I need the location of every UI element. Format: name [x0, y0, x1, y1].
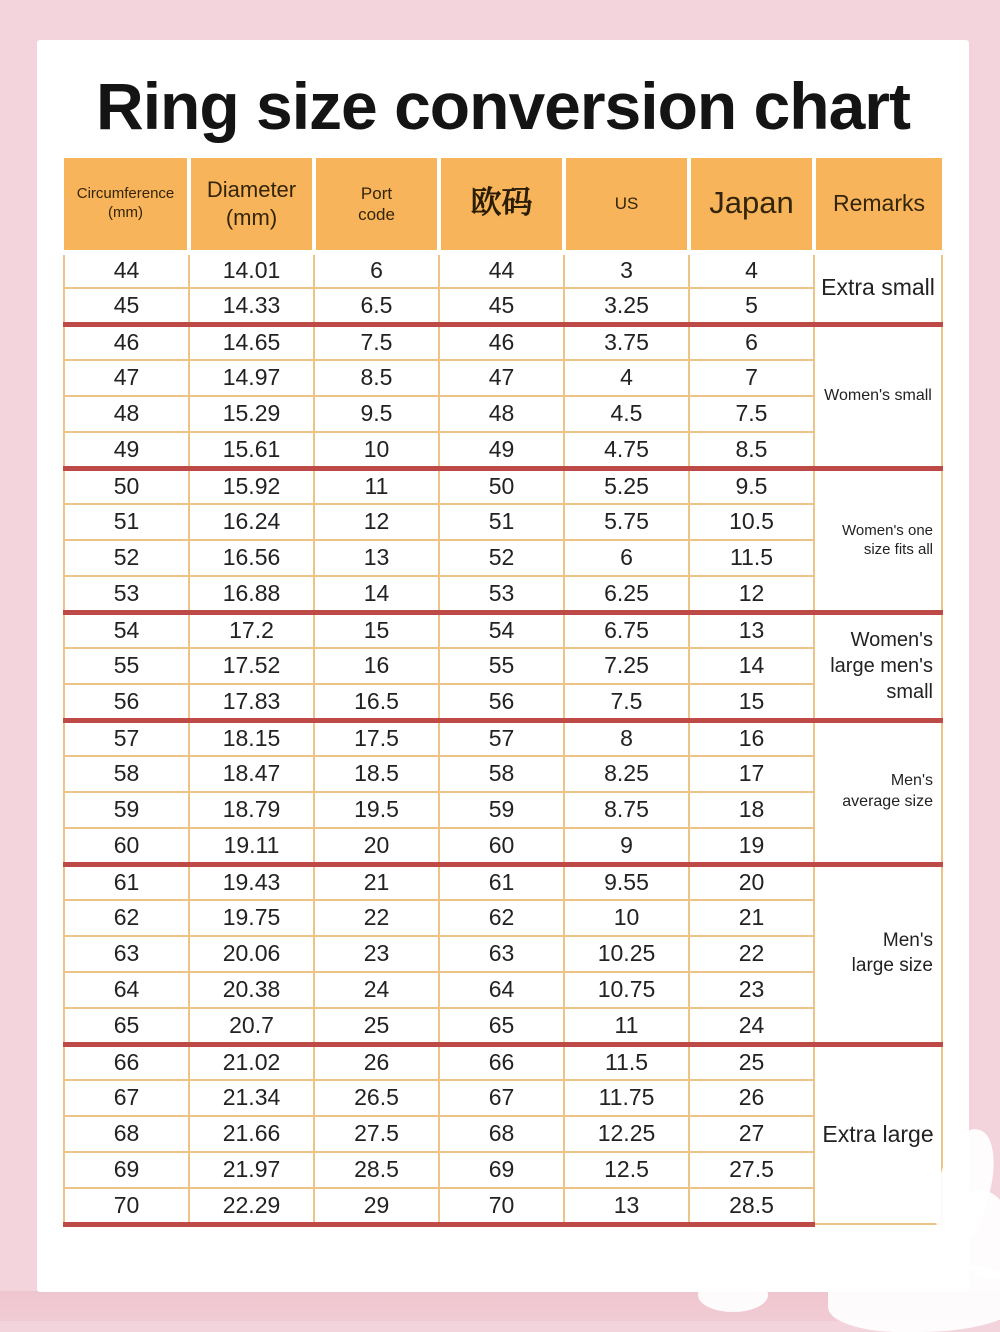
eu-size-cell: 66 [439, 1044, 564, 1080]
decoration-cloud-icon [828, 1262, 1000, 1332]
circumference-cell: 46 [64, 324, 189, 360]
japan-size-cell: 25 [689, 1044, 814, 1080]
japan-size-cell: 5 [689, 288, 814, 324]
us-size-cell: 8 [564, 720, 689, 756]
diameter-cell: 21.02 [189, 1044, 314, 1080]
us-size-cell: 10 [564, 900, 689, 936]
column-header-remarks: Remarks [814, 158, 942, 252]
table-row [64, 1116, 942, 1152]
port-code-cell: 19.5 [314, 792, 439, 828]
us-size-cell: 6 [564, 540, 689, 576]
circumference-cell: 48 [64, 396, 189, 432]
us-size-cell: 7.5 [564, 684, 689, 720]
eu-size-cell: 57 [439, 720, 564, 756]
diameter-cell: 20.7 [189, 1008, 314, 1044]
eu-size-cell: 64 [439, 972, 564, 1008]
diameter-cell: 14.97 [189, 360, 314, 396]
diameter-cell: 17.83 [189, 684, 314, 720]
diameter-cell: 16.88 [189, 576, 314, 612]
circumference-cell: 68 [64, 1116, 189, 1152]
port-code-cell: 16 [314, 648, 439, 684]
us-size-cell: 12.5 [564, 1152, 689, 1188]
diameter-cell: 20.38 [189, 972, 314, 1008]
circumference-cell: 50 [64, 468, 189, 504]
table-row [64, 900, 942, 936]
japan-size-cell: 24 [689, 1008, 814, 1044]
diameter-cell: 17.2 [189, 612, 314, 648]
column-header-circumference: Circumference (mm) [64, 158, 189, 252]
diameter-cell: 15.92 [189, 468, 314, 504]
circumference-cell: 58 [64, 756, 189, 792]
eu-size-cell: 56 [439, 684, 564, 720]
diameter-cell: 16.56 [189, 540, 314, 576]
diameter-cell: 15.29 [189, 396, 314, 432]
remark-cell: Extra small [814, 252, 942, 324]
us-size-cell: 9 [564, 828, 689, 864]
table-body [64, 252, 942, 1224]
port-code-cell: 14 [314, 576, 439, 612]
japan-size-cell: 26 [689, 1080, 814, 1116]
table-row [64, 936, 942, 972]
japan-size-cell: 12 [689, 576, 814, 612]
japan-size-cell: 14 [689, 648, 814, 684]
us-size-cell: 12.25 [564, 1116, 689, 1152]
port-code-cell: 22 [314, 900, 439, 936]
table-row [64, 1008, 942, 1044]
us-size-cell: 8.25 [564, 756, 689, 792]
port-code-cell: 10 [314, 432, 439, 468]
port-code-cell: 16.5 [314, 684, 439, 720]
header-row [64, 158, 942, 252]
port-code-cell: 25 [314, 1008, 439, 1044]
decoration-cloud-icon [698, 1278, 768, 1312]
circumference-cell: 52 [64, 540, 189, 576]
port-code-cell: 6.5 [314, 288, 439, 324]
table-row [64, 828, 942, 864]
japan-size-cell: 7 [689, 360, 814, 396]
circumference-cell: 51 [64, 504, 189, 540]
us-size-cell: 6.25 [564, 576, 689, 612]
table-row [64, 324, 942, 360]
circumference-cell: 69 [64, 1152, 189, 1188]
us-size-cell: 4 [564, 360, 689, 396]
circumference-cell: 62 [64, 900, 189, 936]
port-code-cell: 23 [314, 936, 439, 972]
eu-size-cell: 44 [439, 252, 564, 288]
circumference-cell: 60 [64, 828, 189, 864]
table-row [64, 468, 942, 504]
us-size-cell: 3.25 [564, 288, 689, 324]
table-row [64, 972, 942, 1008]
japan-size-cell: 21 [689, 900, 814, 936]
circumference-cell: 66 [64, 1044, 189, 1080]
table-row [64, 648, 942, 684]
circumference-cell: 61 [64, 864, 189, 900]
column-header-japan: Japan [689, 158, 814, 252]
table-header [64, 158, 942, 252]
eu-size-cell: 68 [439, 1116, 564, 1152]
diameter-cell: 18.15 [189, 720, 314, 756]
table-row [64, 1152, 942, 1188]
port-code-cell: 13 [314, 540, 439, 576]
japan-size-cell: 28.5 [689, 1188, 814, 1224]
eu-size-cell: 53 [439, 576, 564, 612]
us-size-cell: 4.75 [564, 432, 689, 468]
remark-cell: Extra large [814, 1044, 942, 1224]
japan-size-cell: 22 [689, 936, 814, 972]
japan-size-cell: 15 [689, 684, 814, 720]
remark-cell: Women's one size fits all [814, 468, 942, 612]
table-row [64, 1080, 942, 1116]
eu-size-cell: 52 [439, 540, 564, 576]
japan-size-cell: 23 [689, 972, 814, 1008]
table-row [64, 396, 942, 432]
diameter-cell: 19.75 [189, 900, 314, 936]
remark-cell: Women's large men's small [814, 612, 942, 720]
us-size-cell: 6.75 [564, 612, 689, 648]
port-code-cell: 7.5 [314, 324, 439, 360]
us-size-cell: 3 [564, 252, 689, 288]
eu-size-cell: 70 [439, 1188, 564, 1224]
diameter-cell: 17.52 [189, 648, 314, 684]
diameter-cell: 19.11 [189, 828, 314, 864]
diameter-cell: 20.06 [189, 936, 314, 972]
japan-size-cell: 18 [689, 792, 814, 828]
us-size-cell: 13 [564, 1188, 689, 1224]
circumference-cell: 57 [64, 720, 189, 756]
port-code-cell: 27.5 [314, 1116, 439, 1152]
eu-size-cell: 63 [439, 936, 564, 972]
us-size-cell: 10.75 [564, 972, 689, 1008]
us-size-cell: 8.75 [564, 792, 689, 828]
japan-size-cell: 17 [689, 756, 814, 792]
japan-size-cell: 11.5 [689, 540, 814, 576]
us-size-cell: 11.5 [564, 1044, 689, 1080]
diameter-cell: 19.43 [189, 864, 314, 900]
port-code-cell: 24 [314, 972, 439, 1008]
diameter-cell: 21.66 [189, 1116, 314, 1152]
circumference-cell: 53 [64, 576, 189, 612]
eu-size-cell: 54 [439, 612, 564, 648]
column-header-port-code: Port code [314, 158, 439, 252]
port-code-cell: 6 [314, 252, 439, 288]
japan-size-cell: 20 [689, 864, 814, 900]
port-code-cell: 20 [314, 828, 439, 864]
us-size-cell: 9.55 [564, 864, 689, 900]
diameter-cell: 16.24 [189, 504, 314, 540]
port-code-cell: 8.5 [314, 360, 439, 396]
japan-size-cell: 4 [689, 252, 814, 288]
table-row [64, 1188, 942, 1224]
port-code-cell: 18.5 [314, 756, 439, 792]
table-row [64, 612, 942, 648]
remark-cell: Women's small [814, 324, 942, 468]
circumference-cell: 45 [64, 288, 189, 324]
table-row [64, 540, 942, 576]
eu-size-cell: 62 [439, 900, 564, 936]
table-row [64, 1044, 942, 1080]
chart-card [37, 40, 969, 1292]
diameter-cell: 18.47 [189, 756, 314, 792]
eu-size-cell: 69 [439, 1152, 564, 1188]
circumference-cell: 59 [64, 792, 189, 828]
eu-size-cell: 45 [439, 288, 564, 324]
diameter-cell: 14.65 [189, 324, 314, 360]
table-row [64, 432, 942, 468]
table-row [64, 252, 942, 288]
table-row [64, 792, 942, 828]
diameter-cell: 21.34 [189, 1080, 314, 1116]
circumference-cell: 70 [64, 1188, 189, 1224]
table-row [64, 864, 942, 900]
diameter-cell: 14.01 [189, 252, 314, 288]
japan-size-cell: 16 [689, 720, 814, 756]
table-row [64, 684, 942, 720]
diameter-cell: 15.61 [189, 432, 314, 468]
port-code-cell: 9.5 [314, 396, 439, 432]
eu-size-cell: 48 [439, 396, 564, 432]
us-size-cell: 3.75 [564, 324, 689, 360]
circumference-cell: 67 [64, 1080, 189, 1116]
circumference-cell: 64 [64, 972, 189, 1008]
table-row [64, 504, 942, 540]
remark-cell: Men's average size [814, 720, 942, 864]
eu-size-cell: 61 [439, 864, 564, 900]
column-header-us: US [564, 158, 689, 252]
port-code-cell: 21 [314, 864, 439, 900]
us-size-cell: 5.25 [564, 468, 689, 504]
remark-cell: Men's large size [814, 864, 942, 1044]
port-code-cell: 29 [314, 1188, 439, 1224]
eu-size-cell: 46 [439, 324, 564, 360]
japan-size-cell: 19 [689, 828, 814, 864]
port-code-cell: 28.5 [314, 1152, 439, 1188]
japan-size-cell: 8.5 [689, 432, 814, 468]
eu-size-cell: 67 [439, 1080, 564, 1116]
circumference-cell: 63 [64, 936, 189, 972]
port-code-cell: 26 [314, 1044, 439, 1080]
port-code-cell: 17.5 [314, 720, 439, 756]
ring-size-table [63, 158, 943, 1227]
us-size-cell: 4.5 [564, 396, 689, 432]
table-row [64, 360, 942, 396]
eu-size-cell: 59 [439, 792, 564, 828]
eu-size-cell: 51 [439, 504, 564, 540]
us-size-cell: 10.25 [564, 936, 689, 972]
port-code-cell: 26.5 [314, 1080, 439, 1116]
eu-size-cell: 58 [439, 756, 564, 792]
eu-size-cell: 60 [439, 828, 564, 864]
us-size-cell: 11.75 [564, 1080, 689, 1116]
japan-size-cell: 10.5 [689, 504, 814, 540]
japan-size-cell: 27 [689, 1116, 814, 1152]
circumference-cell: 44 [64, 252, 189, 288]
port-code-cell: 11 [314, 468, 439, 504]
eu-size-cell: 47 [439, 360, 564, 396]
circumference-cell: 54 [64, 612, 189, 648]
column-header-diameter: Diameter (mm) [189, 158, 314, 252]
japan-size-cell: 27.5 [689, 1152, 814, 1188]
eu-size-cell: 55 [439, 648, 564, 684]
diameter-cell: 18.79 [189, 792, 314, 828]
diameter-cell: 21.97 [189, 1152, 314, 1188]
circumference-cell: 47 [64, 360, 189, 396]
us-size-cell: 5.75 [564, 504, 689, 540]
japan-size-cell: 13 [689, 612, 814, 648]
port-code-cell: 12 [314, 504, 439, 540]
table-row [64, 756, 942, 792]
circumference-cell: 56 [64, 684, 189, 720]
japan-size-cell: 9.5 [689, 468, 814, 504]
eu-size-cell: 50 [439, 468, 564, 504]
diameter-cell: 22.29 [189, 1188, 314, 1224]
table-row [64, 576, 942, 612]
table-row [64, 720, 942, 756]
us-size-cell: 7.25 [564, 648, 689, 684]
diameter-cell: 14.33 [189, 288, 314, 324]
eu-size-cell: 49 [439, 432, 564, 468]
column-header-eu-size: 欧码 [439, 158, 564, 252]
eu-size-cell: 65 [439, 1008, 564, 1044]
japan-size-cell: 7.5 [689, 396, 814, 432]
table-row [64, 288, 942, 324]
circumference-cell: 55 [64, 648, 189, 684]
page-title: Ring size conversion chart [96, 69, 910, 143]
us-size-cell: 11 [564, 1008, 689, 1044]
circumference-cell: 49 [64, 432, 189, 468]
circumference-cell: 65 [64, 1008, 189, 1044]
port-code-cell: 15 [314, 612, 439, 648]
japan-size-cell: 6 [689, 324, 814, 360]
